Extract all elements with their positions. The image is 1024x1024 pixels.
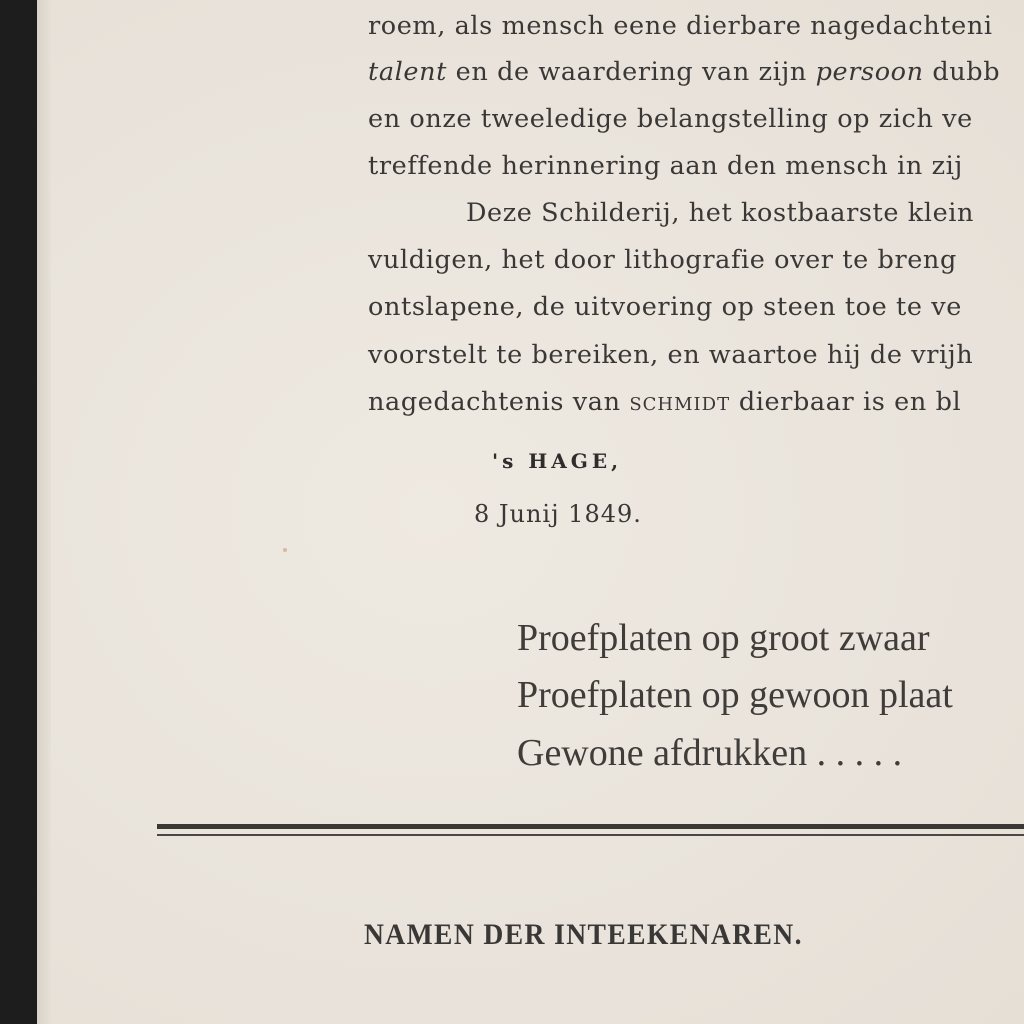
body-text-span: dierbaar is en bl bbox=[730, 387, 962, 417]
body-line: ontslapene, de uitvoering op steen toe te ve bbox=[368, 292, 962, 322]
italic-word: talent bbox=[368, 57, 447, 87]
body-line: vuldigen, het door lithografie over te breng bbox=[368, 245, 957, 275]
page-edge bbox=[37, 0, 51, 1024]
price-item: Proefplaten op groot zwaar bbox=[517, 617, 930, 659]
body-line: Deze Schilderij, het kostbaarste klein bbox=[466, 198, 975, 228]
price-item: Gewone afdrukken . . . . . bbox=[517, 732, 903, 774]
place-name: 's HAGE, bbox=[492, 449, 623, 473]
body-text-span: en de waardering van zijn bbox=[446, 57, 816, 87]
body-text-span: nagedachtenis van bbox=[368, 387, 630, 417]
divider-thin bbox=[157, 834, 1024, 836]
body-line: en onze tweeledige belangstelling op zich ve bbox=[368, 104, 973, 134]
body-text-span: dubb bbox=[923, 57, 1001, 87]
body-line: treffende herinnering aan den mensch in zij bbox=[368, 151, 963, 181]
divider-thick bbox=[157, 824, 1024, 829]
italic-word: persoon bbox=[815, 57, 924, 87]
date-line: 8 Junij 1849. bbox=[474, 500, 642, 528]
paper-speck bbox=[283, 548, 287, 552]
body-line bbox=[368, 387, 961, 417]
paper-page bbox=[37, 0, 1024, 1024]
body-line: voorstelt te bereiken, en waartoe hij de vrijh bbox=[368, 340, 974, 370]
small-caps-name: schmidt bbox=[629, 387, 731, 417]
body-line: roem, als mensch eene dierbare nagedachteni bbox=[368, 11, 993, 41]
body-line bbox=[368, 57, 1000, 87]
price-item: Proefplaten op gewoon plaat bbox=[517, 674, 953, 716]
section-heading: NAMEN DER INTEEKENAREN. bbox=[364, 918, 803, 951]
